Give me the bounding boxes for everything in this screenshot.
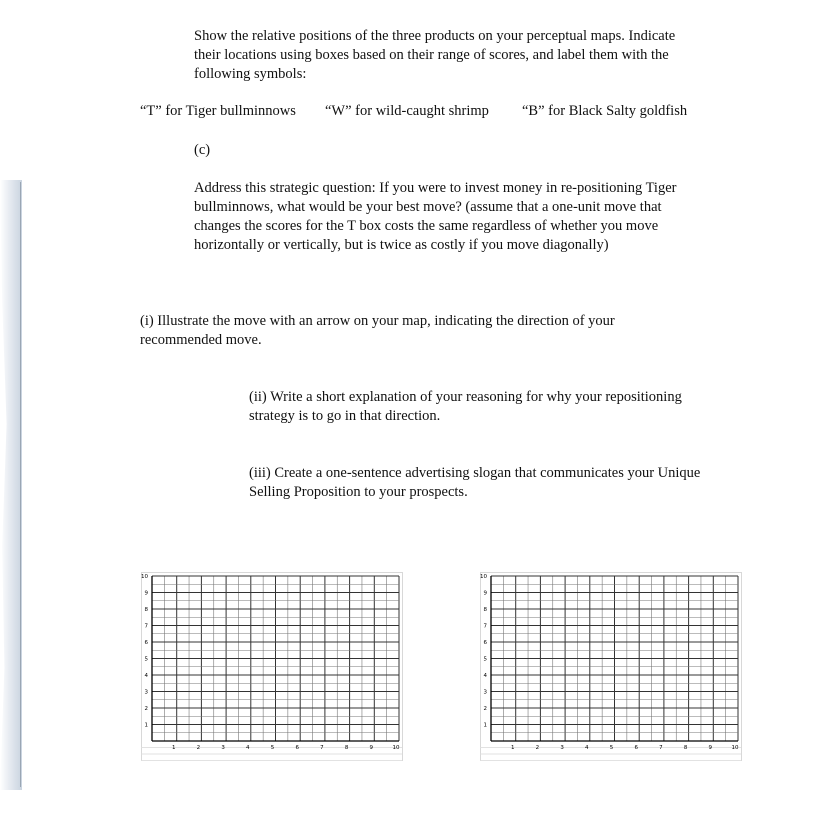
x-tick-label: 9 <box>708 745 713 751</box>
x-tick-label: 10 <box>731 745 739 751</box>
y-tick-label: 7 <box>483 623 487 630</box>
item-line: (iii) Create a one-sentence advertising slogan that communicates your Unique <box>249 465 701 481</box>
y-tick-label: 6 <box>483 640 487 646</box>
y-tick-label: 5 <box>144 656 148 663</box>
strategic-question <box>194 179 676 255</box>
symbol-w: “W” for wild-caught shrimp <box>325 103 489 119</box>
x-tick-label: 6 <box>295 745 299 751</box>
symbol-b: “B” for Black Salty goldfish <box>522 103 688 119</box>
x-tick-label: 7 <box>659 745 663 751</box>
y-tick-label: 3 <box>144 689 148 696</box>
y-tick-label: 5 <box>483 656 487 663</box>
x-tick-label: 8 <box>344 745 349 751</box>
page-edge-line <box>20 182 21 787</box>
question-line: bullminnows, what would be your best move? (assume that a one-unit move that <box>194 199 662 215</box>
x-tick-label: 5 <box>270 745 275 751</box>
x-tick-label: 10 <box>392 745 400 751</box>
x-tick-label: 3 <box>560 745 564 751</box>
y-tick-label: 1 <box>483 722 487 729</box>
item-line: strategy is to go in that direction. <box>249 408 441 424</box>
y-tick-label: 4 <box>483 673 487 679</box>
perceptual-map-right <box>480 572 742 762</box>
question-line: horizontally or vertically, but is twice as costly if you move diagonally) <box>194 237 609 253</box>
y-tick-label: 10 <box>141 574 148 580</box>
item-i <box>140 312 615 350</box>
item-line: (i) Illustrate the move with an arrow on your map, indicating the direction of your <box>140 313 615 329</box>
x-tick-label: 4 <box>246 745 250 751</box>
intro-line: Show the relative positions of the three products on your perceptual maps. Indicate <box>194 28 676 44</box>
item-line: recommended move. <box>140 332 262 348</box>
y-tick-label: 10 <box>480 574 487 580</box>
x-tick-label: 4 <box>585 745 589 751</box>
question-line: changes the scores for the T box costs the same regardless of whether you move <box>194 218 659 234</box>
intro-line: following symbols: <box>194 66 307 82</box>
y-tick-label: 8 <box>144 607 148 613</box>
y-tick-label: 2 <box>483 706 487 712</box>
y-tick-label: 4 <box>144 673 148 679</box>
x-tick-label: 2 <box>196 745 201 751</box>
x-tick-label: 3 <box>221 745 225 751</box>
item-iii <box>249 464 700 502</box>
item-ii <box>249 388 682 426</box>
x-tick-label: 7 <box>320 745 324 751</box>
y-tick-label: 6 <box>144 640 148 646</box>
y-tick-label: 3 <box>483 689 487 696</box>
x-tick-label: 9 <box>369 745 374 751</box>
page-edge-shadow <box>0 180 22 790</box>
x-tick-label: 2 <box>535 745 540 751</box>
intro-line: their locations using boxes based on their range of scores, and label them with the <box>194 47 669 63</box>
perceptual-map-left <box>141 572 403 762</box>
question-line: Address this strategic question: If you were to invest money in re-positioning Tiger <box>194 180 677 196</box>
x-tick-label: 1 <box>171 745 176 751</box>
x-tick-label: 6 <box>634 745 638 751</box>
symbol-t: “T” for Tiger bullminnows <box>140 103 296 119</box>
y-tick-label: 9 <box>483 590 487 597</box>
section-c-label: (c) <box>194 142 211 158</box>
y-tick-label: 1 <box>144 722 148 729</box>
y-tick-label: 9 <box>144 590 148 597</box>
y-tick-label: 8 <box>483 607 487 613</box>
item-line: Selling Proposition to your prospects. <box>249 484 468 500</box>
y-tick-label: 7 <box>144 623 148 630</box>
x-tick-label: 5 <box>609 745 614 751</box>
item-line: (ii) Write a short explanation of your reasoning for why your repositioning <box>249 389 682 405</box>
x-tick-label: 1 <box>510 745 515 751</box>
intro-paragraph <box>194 27 675 84</box>
x-tick-label: 8 <box>683 745 688 751</box>
y-tick-label: 2 <box>144 706 148 712</box>
